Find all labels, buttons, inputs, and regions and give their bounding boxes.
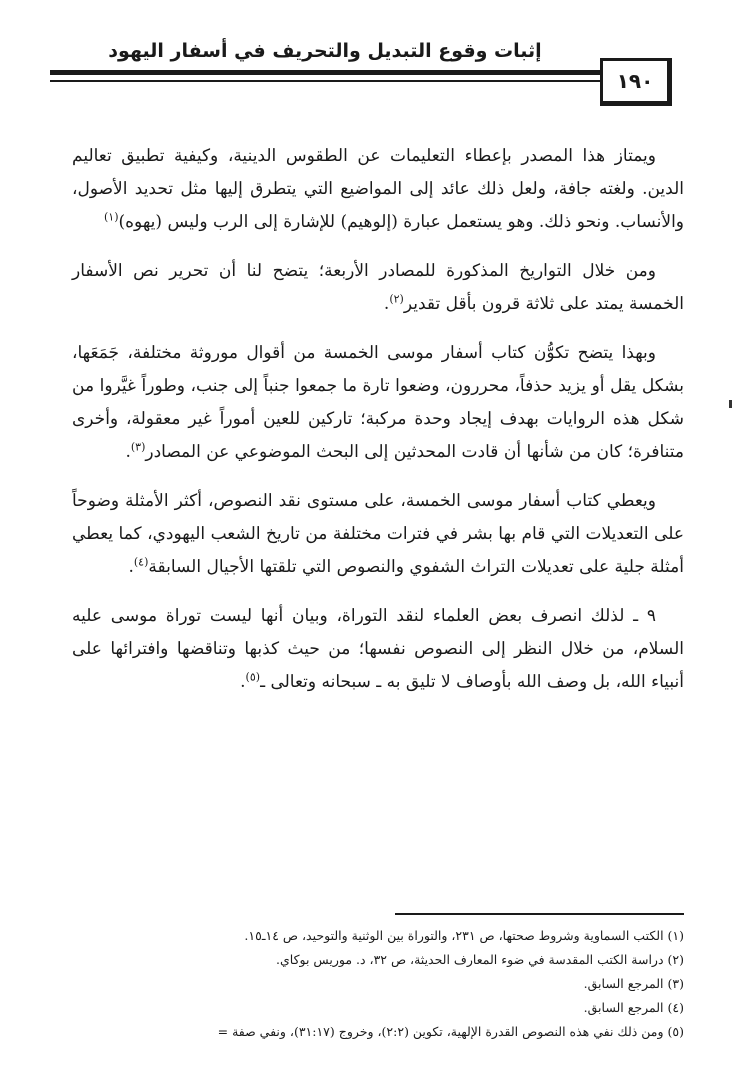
paragraph-text: وبهذا يتضح تكوُّن كتاب أسفار موسى الخمسة من أقوال موروثة مختلفة، جَمَعَها، بشكل يقل أو يزيد حذفاً، محررون، وضعوا تارة ما جمعوا جنباً إلى جنب، وطوراً غيَّروا من شكل هذه الروايات بهدف إيجاد وحدة مركبة؛ تاركين للعين أموراً غير معقولة، وأخرى متنافرة؛ كان من شأنها أن قادت المحدثين إلى البحث الموضوعي عن المصادر <box>72 343 684 462</box>
header-rule-thin <box>50 80 600 82</box>
main-text <box>72 140 684 715</box>
paragraph-text: ومن خلال التواريخ المذكورة للمصادر الأربعة؛ يتضح لنا أن تحرير نص الأسفار الخمسة يمتد على ثلاثة قرون بأقل تقدير <box>72 261 684 314</box>
paragraph: ومن خلال التواريخ المذكورة للمصادر الأربعة؛ يتضح لنا أن تحرير نص الأسفار الخمسة يمتد على ثلاثة قرون بأقل تقدير$^{(٢)}$. <box>72 261 684 314</box>
footnote: (١) الكتب السماوية وشروط صحتها، ص ٢٣١، والتوراة بين الوثنية والتوحيد، ص ١٤ـ١٥. <box>244 928 684 943</box>
page-number: ١٩٠ <box>600 58 672 106</box>
footnotes <box>70 924 684 1044</box>
paragraph: ويعطي كتاب أسفار موسى الخمسة، على مستوى نقد النصوص، أكثر الأمثلة وضوحاً على التعديلات التي قام بها بشر في فترات مختلفة من تاريخ الشعب اليهودي، كما يعطي أمثلة جلية على تعديلات التراث الشفوي والنصوص التي تلقتها الأجيال السابقة$^{(٤)}$. <box>72 491 684 577</box>
running-header-title: إثبات وقوع التبديل والتحريف في أسفار اليهود <box>108 40 542 62</box>
footnote-ref: (٥) <box>245 670 261 684</box>
paragraph-text: ويمتاز هذا المصدر بإعطاء التعليمات عن الطقوس الدينية، وكيفية تطبيق تعاليم الدين. ولغته جافة، ولعل ذلك عائد إلى المواضيع التي يتطرق إليها مثل تحديد الأصول، والأنساب. ونحو ذلك. وهو يستعمل عبارة (إلوهيم) للإشارة إلى الرب وليس (يهوه) <box>72 146 684 232</box>
footnote-ref: (٢) <box>389 292 404 306</box>
paragraph: وبهذا يتضح تكوُّن كتاب أسفار موسى الخمسة من أقوال موروثة مختلفة، جَمَعَها، بشكل يقل أو يزيد حذفاً، محررون، وضعوا تارة ما جمعوا جنباً إلى جنب، وطوراً غيَّروا من شكل هذه الروايات بهدف إيجاد وحدة مركبة؛ تاركين للعين أموراً غير معقولة، وأخرى متنافرة؛ كان من شأنها أن قادت المحدثين إلى البحث الموضوعي عن المصادر$^{(٣)}$. <box>72 343 684 462</box>
footnote: (٥) ومن ذلك نفي هذه النصوص القدرة الإلهية، تكوين (٢:٢)، وخروج (٣١:١٧)، ونفي صفة = <box>217 1024 684 1039</box>
footnote-separator <box>395 913 684 915</box>
footnote: (٢) دراسة الكتب المقدسة في ضوء المعارف الحديثة، ص ٣٢، د. موريس بوكاي. <box>276 952 684 967</box>
footnote-ref: (٣) <box>130 440 146 454</box>
footnote: (٤) المرجع السابق. <box>583 1000 684 1015</box>
header-rule-thick <box>50 70 600 75</box>
paragraph-text: ٩ ـ لذلك انصرف بعض العلماء لنقد التوراة، وبيان أنها ليست توراة موسى عليه السلام، من خلال النظر إلى النصوص نفسها؛ من حيث كذبها وتناقضها وافترائها على أنبياء الله، بل وصف الله بأوصاف لا تليق به ـ سبحانه وتعالى ـ <box>72 606 684 692</box>
paragraph <box>72 140 684 239</box>
paragraph-text: ويعطي كتاب أسفار موسى الخمسة، على مستوى نقد النصوص، أكثر الأمثلة وضوحاً على التعديلات التي قام بها بشر في فترات مختلفة من تاريخ الشعب اليهودي، كما يعطي أمثلة جلية على تعديلات التراث الشفوي والنصوص التي تلقتها الأجيال السابقة <box>72 491 684 577</box>
footnote-ref: (١) <box>104 210 119 224</box>
footnote-ref: (٤) <box>133 555 149 569</box>
footnote: (٣) المرجع السابق. <box>583 976 684 991</box>
margin-mark <box>729 400 732 408</box>
paragraph-numbered: ٩ ـ لذلك انصرف بعض العلماء لنقد التوراة، وبيان أنها ليست توراة موسى عليه السلام، من خلال النظر إلى النصوص نفسها؛ من حيث كذبها وتناقضها وافترائها على أنبياء الله، بل وصف الله بأوصاف لا تليق به ـ سبحانه وتعالى ـ$^{(٥)}$. <box>72 606 684 692</box>
